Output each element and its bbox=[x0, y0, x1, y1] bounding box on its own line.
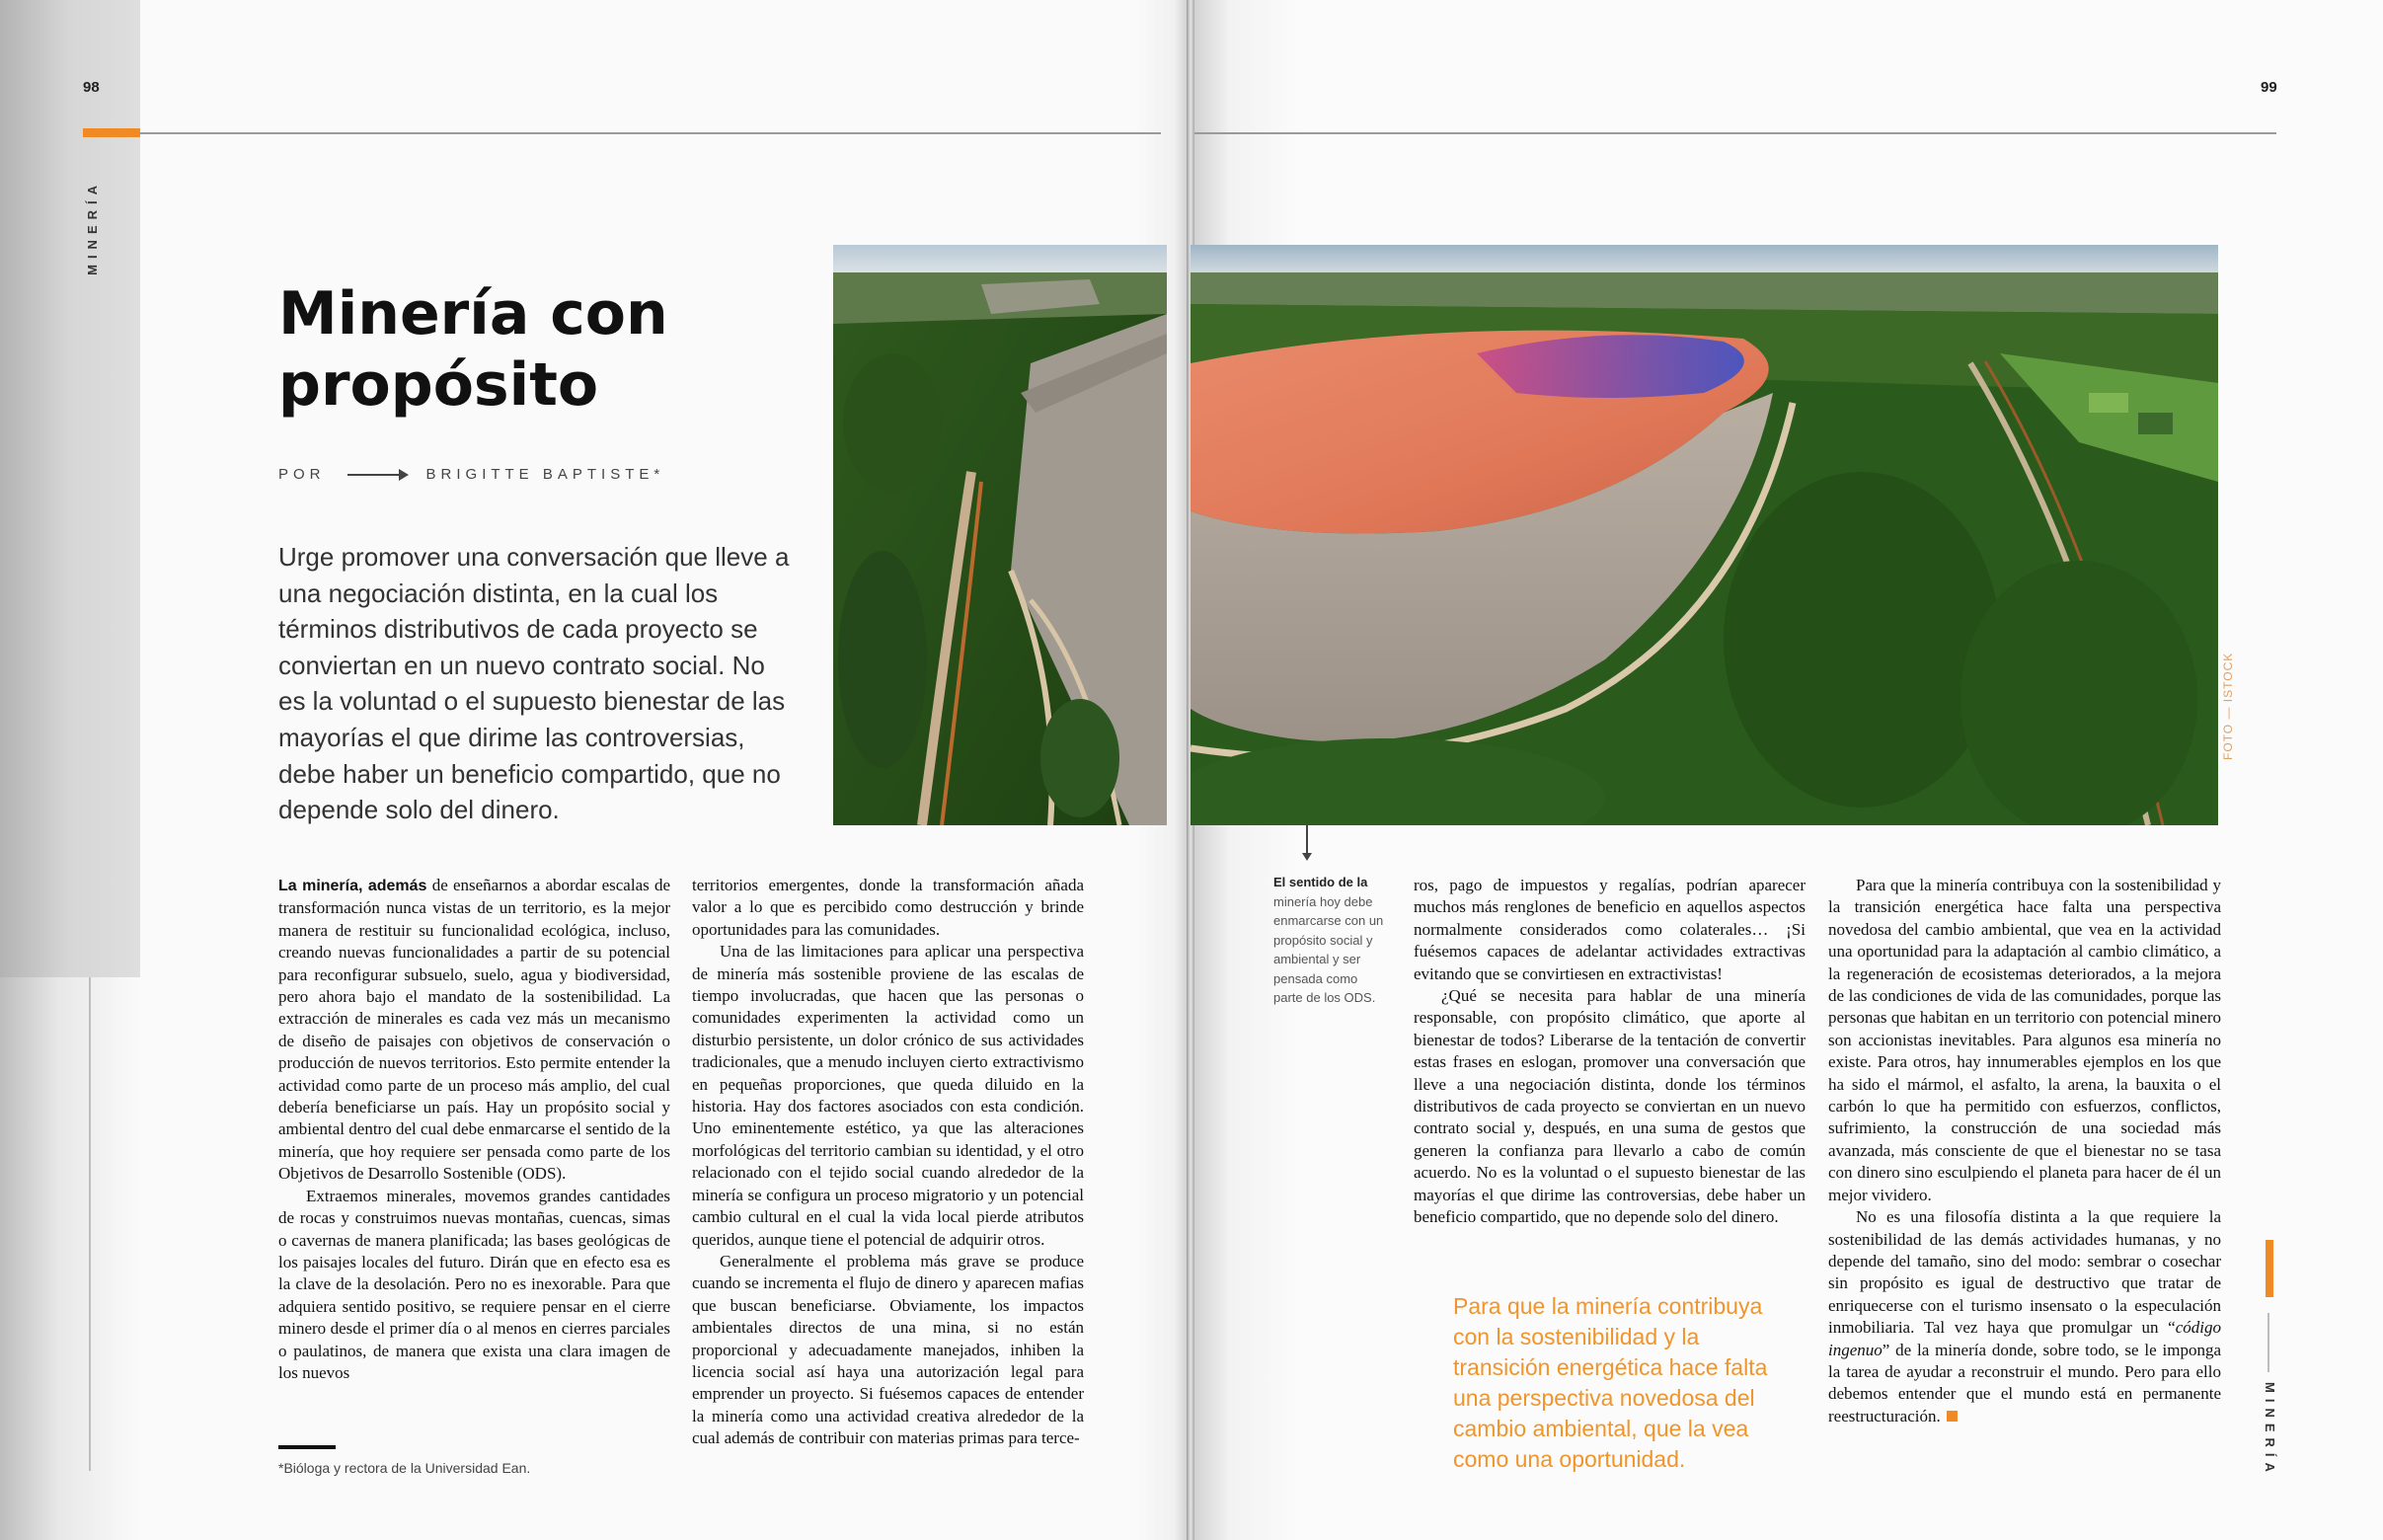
paragraph: Una de las limitaciones para aplicar una perspectiva de minería más sostenible proviene de las escalas de tiempo involucradas, que hacen que las personas o comunidades experimenten la actividad como un disturbio persistente, un dolor crónico de sus actividades tradicionales, que a menudo incluyen cierto extractivismo en pequeñas proporciones, que queda diluido en la historia. Hay dos factores asociados con esta condición. Uno eminentemente estético, ya que las alteraciones morfológicas del territorio cambian su identidad, y el otro relacionado con el tejido social cuando alrededor de la minería se configura un proceso migratorio y un potencial cambio cultural en el cual la vida local pierde atributos queridos, aunque tiene el potencial de adquirir otros. bbox=[692, 942, 1084, 1249]
paragraph: Generalmente el problema más grave se produce cuando se incrementa el flujo de dinero y aparecen mafias que buscan beneficiarse. Obviamente, los impactos ambientales directos de una mina, si no están proporcional y adecuadamente manejados, inhiben la licencia social así haya una autorización legal para emprender un proyecto. Si fuésemos capaces de entender la minería como una actividad creativa alrededor de la cual además de contribuir con materias primas para terce- bbox=[692, 1251, 1084, 1448]
section-label-left: MINERÍA bbox=[85, 180, 100, 275]
photo-caption: El sentido de la minería hoy debe enmarcarse con un propósito social y ambiental y ser pensada como parte de los ODS. bbox=[1273, 875, 1384, 1005]
aerial-photo-right bbox=[1191, 245, 2218, 825]
paragraph: Para que la minería contribuya con la sostenibilidad y la transición energética hace falta una perspectiva novedosa del cambio ambiental, que vea en la actividad una oportunidad para la adaptación al cambio climático, a la regeneración de ecosistemas deteriorados, a la mejora de las condiciones de vida de las comunidades, porque las personas que habitan en un territorio con potencial minero son accionistas inevitables. Para algunos esa minería no existe. Para otros, hay innumerables ejemplos en los que ha sido el mármol, el asfalto, la arena, la bauxita o el carbón lo que ha permitido con esfuerzos, conflictos, sufrimiento, la construcción de una sociedad más avanzada, más consciente de que el bienestar no se tasa con dinero sino esculpiendo el planeta para hacer de él un mejor vividero. bbox=[1828, 876, 2221, 1204]
section-label-right: MINERÍA bbox=[2263, 1382, 2277, 1478]
paragraph: ¿Qué se necesita para hablar de una minería responsable, con propósito climático, que aporte al bienestar de todos? Liberarse de la tentación de convertir estas frases en eslogan, promover una conversación que lleve a una negociación distinta, donde los términos distributivos de cada proyecto se conviertan en un nuevo contrato social y, después, en una suma de gestos que generen la confianza para llevarlo a cabo de común acuerdo. No es la voluntad o el supuesto bienestar de las mayorías el que dirime las controversias, debe haber un beneficio compartido, que no depende solo del dinero. bbox=[1414, 986, 1806, 1227]
footnote: *Bióloga y rectora de la Universidad Ean. bbox=[278, 1460, 531, 1476]
paragraph: No es una filosofía distinta a la que requiere la sostenibilidad de las demás actividades humanas, y no depende del tamaño, sino del modo: sembrar o cosechar sin propósito es igual de destructivo que tratar de enriquecerse con el turismo insensato o la especulación inmobiliaria. Tal vez haya que promulgar un “código ingenuo” de la minería donde, sobre todo, se le imponga la tarea de ayudar a reconstruir el mundo. Pero para ello debemos entender que el mundo está en permanente reestructuración. bbox=[1828, 1207, 2221, 1425]
article-title: Minería con propósito bbox=[278, 279, 668, 420]
paragraph: ros, pago de impuestos y regalías, podrían aparecer muchos más renglones de beneficio en aquellos aspectos normalmente considerados como colaterales… ¡Si fuésemos capaces de adelantar actividades extractivas evitando que se convirtiesen en extractivistas! bbox=[1414, 876, 1806, 983]
arrow-right-icon bbox=[347, 474, 407, 476]
section-accent-tab bbox=[83, 128, 140, 137]
byline bbox=[278, 466, 664, 483]
lead-in: La minería, además bbox=[278, 878, 427, 894]
byline-prefix: POR bbox=[278, 466, 326, 483]
section-accent-bar bbox=[2266, 1240, 2273, 1297]
page-number-left: 98 bbox=[83, 79, 100, 96]
end-square-icon bbox=[1947, 1411, 1958, 1422]
pull-quote: Para que la minería contribuya con la sostenibilidad y la transición energética hace falta una perspectiva novedosa del cambio ambiental, que la vea como una oportunidad. bbox=[1453, 1293, 1768, 1472]
aerial-photo-left bbox=[833, 245, 1167, 825]
body-column-1 bbox=[278, 875, 670, 1384]
paragraph: La minería, además de enseñarnos a abordar escalas de transformación nunca vistas de un territorio, es la mejor manera de restituir su funcionalidad ecológica, incluso, creando nuevas funcionalidades a partir de su potencial para reconfigurar subsuelo, suelo, agua y biodiversidad, pero ahora bajo el mandato de la sostenibilidad. La extracción de minerales es cada vez más un mecanismo de diseño de paisajes con objetivos de conservación o producción de nuevos territorios. Esto permite entender la actividad como parte de un proceso más amplio, del cual debería beneficiarse un país. Hay un propósito social y ambiental dentro del cual debe enmarcarse el sentido de la minería, que hoy requiere ser pensada como parte de los Objetivos de Desarrollo Sostenible (ODS). bbox=[278, 876, 671, 1184]
margin-line-left bbox=[89, 977, 91, 1471]
italic-term: código ingenuo bbox=[1828, 1318, 2221, 1359]
body-column-4 bbox=[1828, 875, 2221, 1427]
photo-credit: FOTO — ISTOCK bbox=[2221, 652, 2235, 760]
left-page bbox=[0, 0, 1191, 1540]
lede-paragraph: Urge promover una conversación que lleve a una negociación distinta, en la cual los términos distributivos de cada proyecto se conviertan en un nuevo contrato social. No es la voluntad o el supuesto bienestar de las mayorías el que dirime las controversias, debe haber un beneficio compartido, que no depende solo del dinero. bbox=[278, 542, 790, 825]
page-number-right: 99 bbox=[2261, 79, 2277, 96]
paragraph: Extraemos minerales, movemos grandes cantidades de rocas y construimos nuevas montañas, cuencas, simas o cavernas de manera planificada; las bases geológicas de los paisajes locales del futuro. Dirán que en efecto esa es la clave de la desolación. Pero no es inexorable. Para que adquiera sentido positivo, se requiere pensar en el cierre minero desde el primer día o al menos en cierres parciales o paulatinos, de manera que exista una clara imagen de los nuevos bbox=[278, 1186, 670, 1382]
side-strip bbox=[0, 0, 140, 977]
footnote-rule bbox=[278, 1445, 336, 1449]
body-column-2 bbox=[692, 875, 1084, 1450]
author-name: BRIGITTE BAPTISTE* bbox=[425, 466, 665, 483]
paragraph: territorios emergentes, donde la transformación añada valor a lo que es percibido como destrucción y brinde oportunidades para las comunidades. bbox=[692, 876, 1084, 939]
header-rule bbox=[1191, 132, 2276, 134]
caption-pointer bbox=[1306, 825, 1308, 855]
body-column-3 bbox=[1414, 875, 1806, 1229]
caption-lead: El sentido de la bbox=[1273, 875, 1368, 889]
header-rule bbox=[140, 132, 1161, 134]
margin-line-right bbox=[2268, 1313, 2269, 1372]
